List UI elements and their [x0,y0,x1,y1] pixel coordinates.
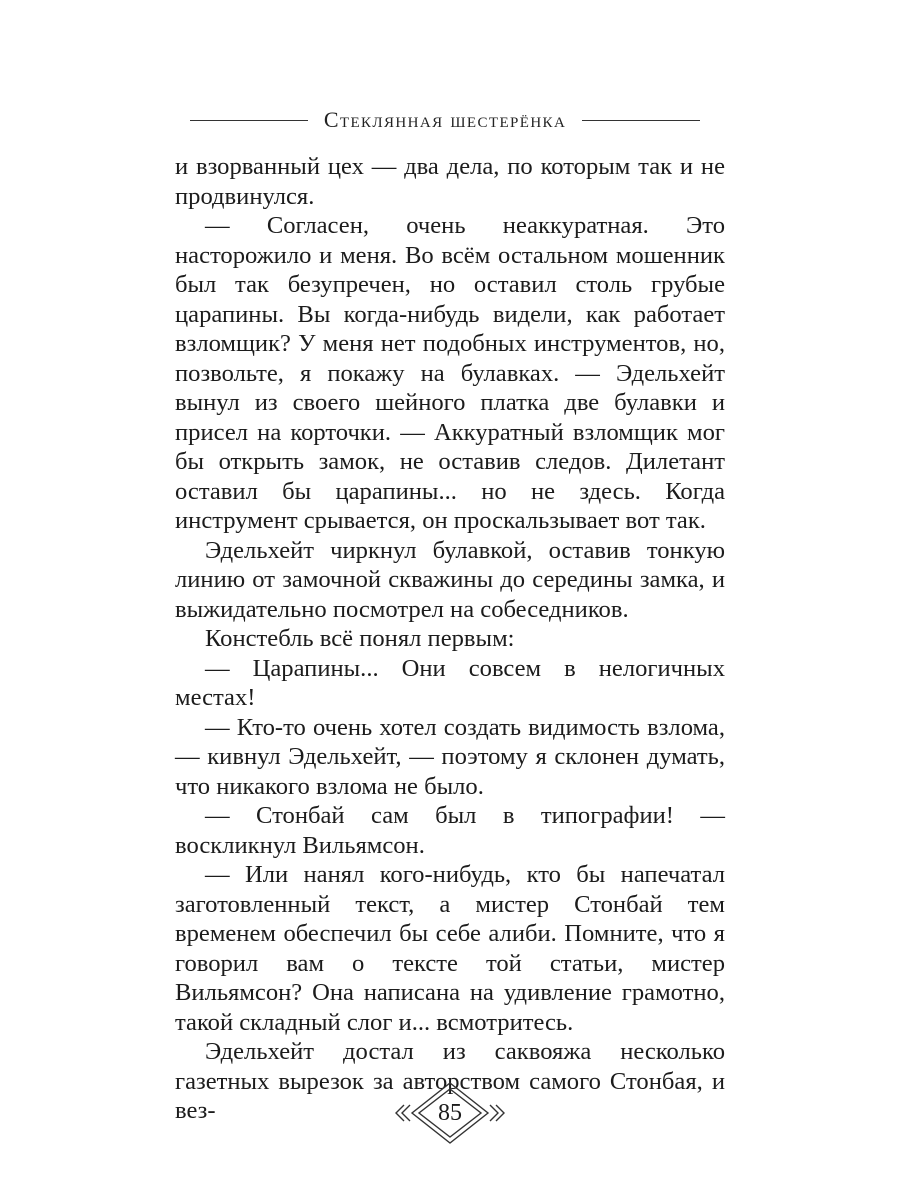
running-title: Стеклянная шестерёнка [323,107,567,132]
paragraph: — Царапины... Они совсем в нелогичных местах! [175,654,725,711]
paragraph: Эдельхейт достал из саквояжа несколько газетных вырезок за авторством самого Стонбая, и вез- [175,1038,725,1124]
paragraph: Констебль всё понял первым: [205,625,515,652]
paragraph: — Или нанял кого-нибудь, кто бы напечатал заготовленный текст, а мистер Стонбай тем временем обеспечил бы себе алиби. Помните, что я говорил вам о тексте той статьи, мистер Вильямсон? Она написана на удивление грамотно, такой складный слог и... всмотритесь. [175,861,725,1036]
paragraph: — Стонбай сам был в типографии! — воскликнул Вильямсон. [175,802,725,859]
header-rule-right [582,120,700,121]
paragraph: — Согласен, очень неаккуратная. Это насторожило и меня. Во всём остальном мошенник был так безупречен, но оставил столь грубые царапины. Вы когда-нибудь видели, как работает взломщик? У меня нет подобных инструментов, но, позвольте, я покажу на булавках. — Эдельхейт вынул из своего шейного платка две булавки и присел на корточки. — Аккуратный взломщик мог бы открыть замок, не оставив следов. Дилетант оставил бы царапины... но не здесь. Когда инструмент срывается, он проскальзывает вот так. [175,212,725,534]
paragraph: Эдельхейт чиркнул булавкой, оставив тонкую линию от замочной скважины до середины замка, и выжидательно посмотрел на собеседников. [175,536,725,623]
running-header [190,100,700,140]
page-number-ornament [387,1080,513,1146]
body-text [175,152,725,1126]
header-rule-left [190,120,308,121]
paragraph: и взорванный цех — два дела, по которым так и не продвинулся. [175,153,725,210]
page-number: 85 [438,1099,462,1126]
paragraph: — Кто-то очень хотел создать видимость взлома, — кивнул Эдельхейт, — поэтому я склонен думать, что никакого взлома не было. [175,713,725,800]
